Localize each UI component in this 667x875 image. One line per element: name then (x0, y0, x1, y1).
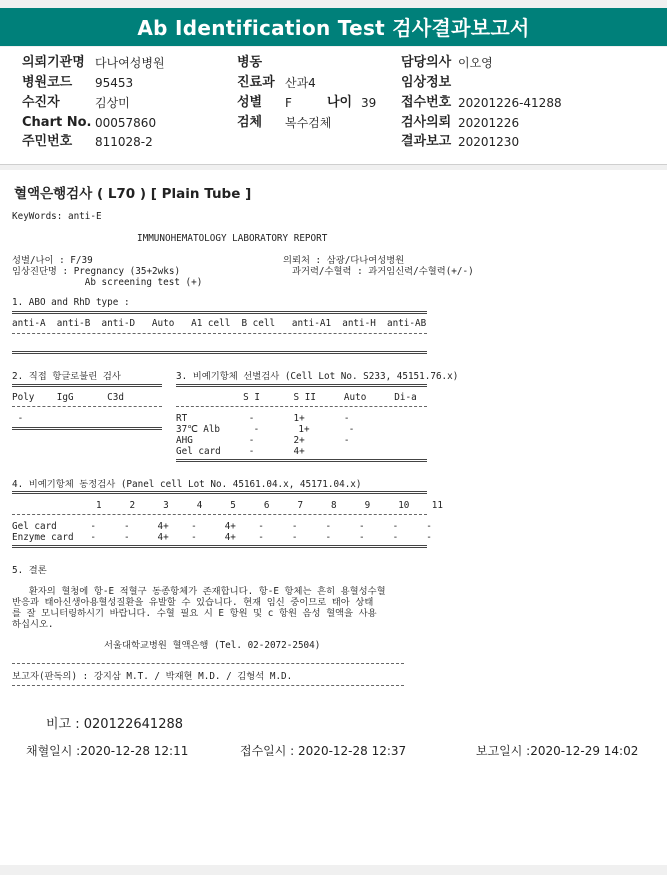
dat-title: 2. 직접 항글로불린 검사 (12, 371, 121, 382)
ward-label: 병동 (237, 55, 263, 70)
request-date-label: 검사의뢰 (401, 115, 452, 130)
info-diagnosis-history: 임상진단명 : Pregnancy (35+2wks) 과거력/수혈력 : 과거임신력/수혈력(+/-) (12, 266, 474, 277)
specimen-label: 검체 (237, 115, 263, 130)
divider (12, 491, 427, 494)
patient-info-header (0, 47, 667, 165)
divider (12, 545, 427, 548)
screening-row-ahg: AHG - 2+ - (176, 435, 350, 446)
hospital-code-label: 병원코드 (22, 75, 73, 90)
lab-report-title: IMMUNOHEMATOLOGY LABORATORY REPORT (137, 233, 328, 244)
physician-value: 이오영 (458, 56, 493, 70)
divider (12, 311, 427, 314)
divider (176, 384, 427, 387)
divider (12, 685, 404, 686)
report-date-value: 20201230 (458, 135, 520, 149)
hospital-name-value: 다나여성병원 (95, 56, 165, 70)
conclusion-title: 5. 결론 (12, 565, 47, 576)
divider (12, 514, 427, 515)
panel-title: 4. 비예기항체 동정검사 (Panel cell Lot No. 45161.04.x, 45171.04.x) (12, 479, 362, 490)
panel-row-gel: Gel card - - 4+ - 4+ - - - - - - (12, 521, 432, 532)
accession-no-label: 접수번호 (401, 95, 452, 110)
divider (176, 406, 427, 407)
divider (176, 459, 427, 462)
divider (12, 406, 162, 407)
divider (12, 333, 427, 334)
screening-row-gel: Gel card - 4+ (176, 446, 305, 457)
screening-row-rt: RT - 1+ - (176, 413, 350, 424)
screening-title: 3. 비예기항체 선별검사 (Cell Lot No. S233, 45151.76.x) (176, 371, 459, 382)
chart-no-value: 00057860 (95, 116, 157, 130)
reporter-line: 보고자(판독의) : 강지삼 M.T. / 박재현 M.D. / 김형석 M.D. (12, 671, 293, 682)
specimen-value: 복수검체 (285, 116, 332, 130)
report-datetime: 보고일시 :2020-12-29 14:02 (476, 744, 639, 758)
hospital-contact: 서울대학교병원 혈액은행 (Tel. 02-2072-2504) (104, 640, 321, 651)
test-section-title: 혈액은행검사 ( L70 ) [ Plain Tube ] (14, 186, 252, 202)
sex-value: F (285, 96, 292, 110)
conclusion-line: 반응과 태아신생아용혈성질환을 유발할 수 있습니다. 현재 임신 중이므로 태아 상태 (12, 597, 374, 608)
hospital-name-label: 의뢰기관명 (22, 55, 85, 70)
keywords: KeyWords: anti-E (12, 211, 102, 222)
info-sex-age-requester: 성별/나이 : F/39 의뢰처 : 삼광/다나여성병원 (12, 255, 405, 266)
screening-header: S I S II Auto Di-a (176, 392, 417, 403)
request-date-value: 20201226 (458, 116, 520, 130)
receipt-datetime: 접수일시 : 2020-12-28 12:37 (240, 744, 407, 758)
screening-row-alb: 37℃ Alb - 1+ - (176, 424, 355, 435)
age-value: 39 (361, 96, 377, 110)
sex-label: 성별 (237, 95, 263, 110)
collection-datetime: 채혈일시 :2020-12-28 12:11 (26, 744, 189, 758)
hospital-code-value: 95453 (95, 76, 134, 90)
divider (12, 351, 427, 354)
conclusion-line: 환자의 혈청에 항-E 적혈구 동종항체가 존재합니다. 항-E 항체는 흔히 용혈성수혈 (12, 586, 386, 597)
physician-label: 담당의사 (401, 55, 452, 70)
chart-no-label: Chart No. (22, 115, 92, 130)
dat-header: Poly IgG C3d (12, 392, 124, 403)
patient-name-value: 김상미 (95, 96, 130, 110)
remarks: 비고 : 020122641288 (46, 717, 184, 732)
conclusion-line: 하십시오. (12, 619, 54, 630)
abo-rhd-header: anti-A anti-B anti-D Auto A1 cell B cell anti-A1 anti-H anti-AB (12, 318, 427, 329)
department-label: 진료과 (237, 75, 275, 90)
divider (12, 663, 404, 664)
age-label: 나이 (327, 95, 353, 110)
panel-header: 1 2 3 4 5 6 7 8 9 10 11 (12, 500, 443, 511)
divider (12, 427, 162, 430)
report-date-label: 결과보고 (401, 134, 452, 149)
conclusion-line: 를 잘 모니터링하시기 바랍니다. 수혈 필요 시 E 항원 및 c 항원 음성 혈액을 사용 (12, 608, 377, 619)
info-screening: Ab screening test (+) (12, 277, 203, 288)
department-value: 산과4 (285, 76, 316, 90)
lab-report-body (0, 170, 667, 865)
resident-no-value: 811028-2 (95, 135, 153, 149)
accession-no-value: 20201226-41288 (458, 96, 562, 110)
report-title: Ab Identification Test 검사결과보고서 (0, 8, 667, 46)
patient-name-label: 수진자 (22, 95, 60, 110)
resident-no-label: 주민번호 (22, 134, 73, 149)
dat-value: - (12, 413, 24, 424)
abo-rhd-title: 1. ABO and RhD type : (12, 297, 130, 308)
divider (12, 384, 162, 387)
panel-row-enzyme: Enzyme card - - 4+ - 4+ - - - - - - (12, 532, 432, 543)
clinical-info-label: 임상정보 (401, 75, 452, 90)
